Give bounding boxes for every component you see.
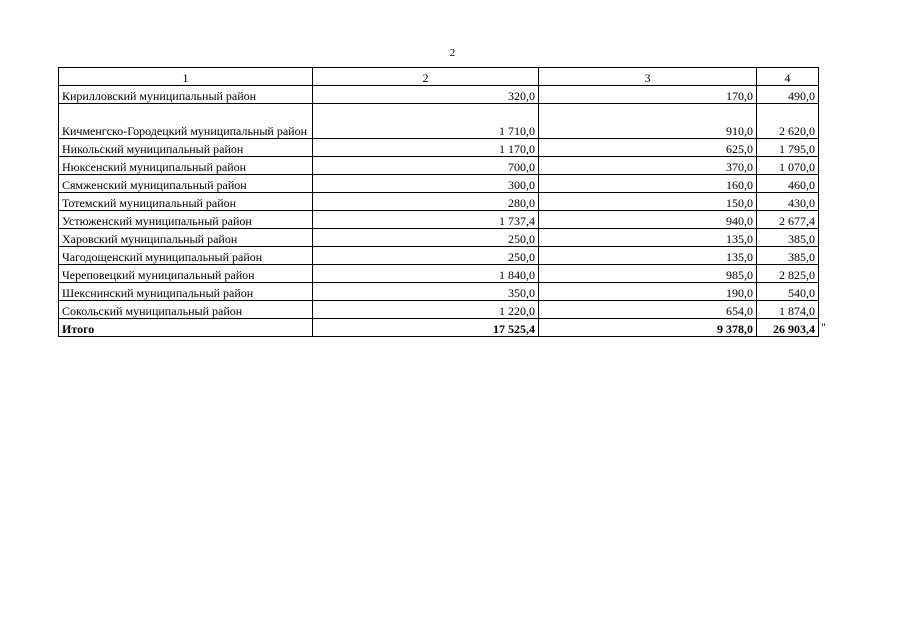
value-col4: 1 874,0 [757, 301, 819, 319]
total-col4: 26 903,4 [757, 319, 819, 337]
table-row [59, 283, 819, 301]
column-header: 4 [757, 68, 819, 86]
value-col2: 1 737,4 [313, 211, 539, 229]
table-row [59, 175, 819, 193]
district-name: Устюженский муниципальный район [59, 211, 313, 229]
value-col3: 985,0 [539, 265, 757, 283]
district-name: Тотемский муниципальный район [59, 193, 313, 211]
value-col2: 280,0 [313, 193, 539, 211]
district-name: Харовский муниципальный район [59, 229, 313, 247]
column-header: 2 [313, 68, 539, 86]
table-row [59, 229, 819, 247]
value-col4: 1 070,0 [757, 157, 819, 175]
value-col3: 135,0 [539, 229, 757, 247]
table-row [59, 211, 819, 229]
page-number: 2 [449, 47, 456, 59]
value-col2: 350,0 [313, 283, 539, 301]
value-col3: 940,0 [539, 211, 757, 229]
allocation-table [58, 67, 819, 337]
table-row [59, 265, 819, 283]
table-row [59, 86, 819, 104]
table-row [59, 104, 819, 139]
district-name: Чагодощенский муниципальный район [59, 247, 313, 265]
table-header-row [59, 68, 819, 86]
value-col2: 250,0 [313, 247, 539, 265]
district-name: Кичменгско-Городецкий муниципальный район [59, 104, 313, 139]
district-name: Сокольский муниципальный район [59, 301, 313, 319]
table-row [59, 157, 819, 175]
value-col4: 2 825,0 [757, 265, 819, 283]
district-name: Шекснинский муниципальный район [59, 283, 313, 301]
total-col3: 9 378,0 [539, 319, 757, 337]
table-row [59, 247, 819, 265]
value-col4: 430,0 [757, 193, 819, 211]
value-col4: 460,0 [757, 175, 819, 193]
district-name: Нюксенский муниципальный район [59, 157, 313, 175]
value-col4: 540,0 [757, 283, 819, 301]
value-col3: 370,0 [539, 157, 757, 175]
value-col4: 490,0 [757, 86, 819, 104]
value-col4: 385,0 [757, 247, 819, 265]
value-col3: 135,0 [539, 247, 757, 265]
value-col4: 385,0 [757, 229, 819, 247]
value-col3: 910,0 [539, 104, 757, 139]
closing-quote-mark: " [821, 320, 826, 334]
table-row [59, 139, 819, 157]
value-col2: 250,0 [313, 229, 539, 247]
value-col3: 170,0 [539, 86, 757, 104]
value-col3: 625,0 [539, 139, 757, 157]
total-label: Итого [59, 319, 313, 337]
value-col3: 150,0 [539, 193, 757, 211]
value-col4: 2 677,4 [757, 211, 819, 229]
value-col3: 654,0 [539, 301, 757, 319]
value-col2: 1 840,0 [313, 265, 539, 283]
column-header: 3 [539, 68, 757, 86]
total-row [59, 319, 819, 337]
value-col4: 1 795,0 [757, 139, 819, 157]
district-name: Кирилловский муниципальный район [59, 86, 313, 104]
district-name: Никольский муниципальный район [59, 139, 313, 157]
value-col2: 300,0 [313, 175, 539, 193]
value-col2: 700,0 [313, 157, 539, 175]
value-col3: 160,0 [539, 175, 757, 193]
total-col2: 17 525,4 [313, 319, 539, 337]
table-row [59, 193, 819, 211]
district-name: Череповецкий муниципальный район [59, 265, 313, 283]
column-header: 1 [59, 68, 313, 86]
value-col4: 2 620,0 [757, 104, 819, 139]
value-col2: 1 710,0 [313, 104, 539, 139]
value-col2: 1 170,0 [313, 139, 539, 157]
table-row [59, 301, 819, 319]
value-col2: 320,0 [313, 86, 539, 104]
value-col2: 1 220,0 [313, 301, 539, 319]
value-col3: 190,0 [539, 283, 757, 301]
district-name: Сямженский муниципальный район [59, 175, 313, 193]
